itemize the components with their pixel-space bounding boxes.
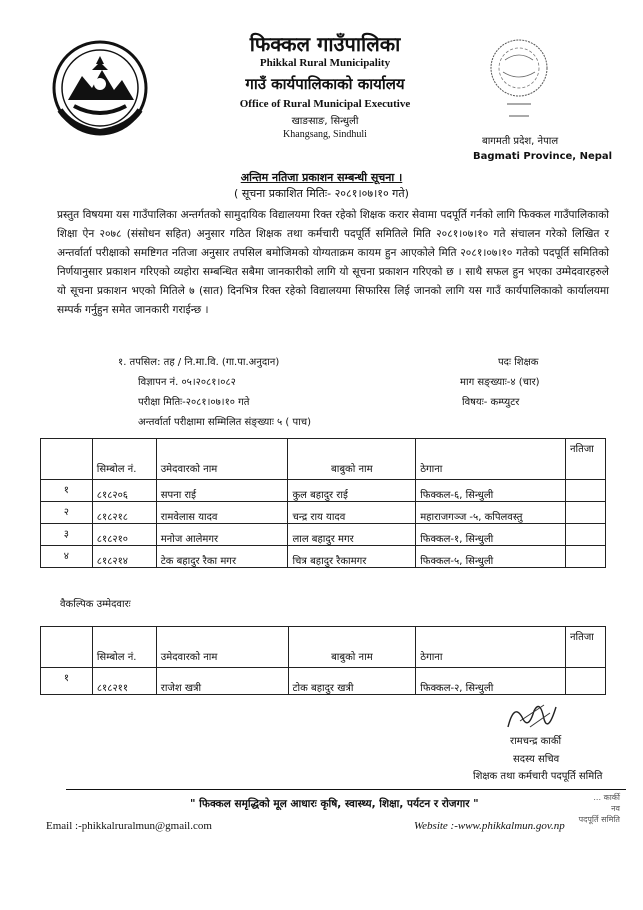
- header-address: ठेगाना: [416, 439, 566, 480]
- notice-body: प्रस्तुत विषयमा यस गाउँपालिका अन्तर्गतको सामुदायिक विद्यालयमा रिक्त रहेको शिक्षक करार सेवामा पदपूर्ति गर्नको लागि फिक्कल गाउँपालिकाको शिक्षा ऐन २०७८ (संसोधन सहित) अनुसार गठित शिक्षक तथा कर्मचारी पदपूर्ति समितिले मिति २०८१।०७।१० गते संचालन गरेको लिखित र अन्तर्वार्ता परीक्षाको समष्टिगत नतिजा अनुसार तपसिल बमोजिमको योग्यताक्रम कायम हुन आएकोले मिति २०८१।०७।१० गतेको पदपूर्ति समितिको निर्णयानुसार प्रकाशन गरिएको व्यहोरा सम्बन्धित सबैमा जानकारीको लागि यो सूचना प्रकाशन गरिएको छ । साथै सफल हुन भएका उम्मेदवारहरुले यो सूचना प्रकाशन भएको मितिले ७ (सात) दिनभित्र रिक्त रहेको विद्यालयमा सिफारिस लिई जानको लागि यस गाउँ कार्यपालिकाको कार्यालयमा सम्पर्क गर्नुहुन समेत जानकारी गराईन्छ ।: [57, 209, 609, 316]
- header-result: नतिजा: [566, 627, 606, 668]
- municipality-name-en: Phikkal Rural Municipality: [259, 57, 391, 69]
- header-name: उमेदवारको नाम: [156, 439, 288, 480]
- province-en: Bagmati Province, Nepal: [473, 151, 613, 162]
- office-name-np: गाउँ कार्यपालिकाको कार्यालय: [245, 75, 405, 93]
- detail-post: पदः शिक्षक: [498, 357, 539, 368]
- footer-website: Website :-www.phikkalmun.gov.np: [414, 820, 565, 832]
- signatory-committee: शिक्षक तथा कर्मचारी पदपूर्ति समिति: [473, 771, 603, 782]
- table-row: १ ८१८२११ राजेश खत्री टोक बहादुर खत्री फिक्कल-२, सिन्धुली: [41, 668, 606, 695]
- table-header-row: [41, 439, 606, 480]
- table-row: १ ८१८२०६ सपना राई कुल बहादुर राई फिक्कल-६, सिन्धुली: [41, 480, 606, 502]
- detail-interview-count: अन्तर्वार्ता परीक्षामा सम्मिलित संङ्ख्याः ५ ( पाच): [138, 417, 312, 428]
- header-symbol: सिम्बोल नं.: [92, 439, 156, 480]
- table-row: ४ ८१८२१४ टेक बहादुर रैका मगर चित्र बहादुर रैकामगर फिक्कल-५, सिन्धुली: [41, 546, 606, 568]
- address-np: खाङसाङ, सिन्धुली: [291, 116, 359, 127]
- detail-exam-date: परीक्षा मितिः-२०८१।०७।१० गते: [138, 397, 250, 408]
- signatory-role: सदस्य सचिव: [513, 754, 560, 765]
- table-header-row: [41, 627, 606, 668]
- header-result: नतिजा: [566, 439, 606, 480]
- footer-email: Email :-phikkalruralmun@gmail.com: [46, 820, 212, 832]
- header-father: बाबुको नाम: [288, 439, 416, 480]
- signature-icon: [500, 697, 562, 737]
- province-np: बागमती प्रदेश, नेपाल: [482, 136, 559, 147]
- detail-subject: विषयः- कम्प्युटर: [462, 397, 520, 408]
- municipality-logo-icon: [52, 40, 148, 136]
- table-row: ३ ८१८२१० मनोज आलेमगर लाल बहादुर मगर फिक्कल-१, सिन्धुली: [41, 524, 606, 546]
- footer-stamp-text: ... कार्की नव पदपूर्ति समिति: [578, 793, 620, 824]
- official-stamp-seal-icon: [485, 30, 553, 130]
- alternate-candidates-label: वैकल्पिक उम्मेदवारः: [60, 599, 131, 610]
- header-father: बाबुको नाम: [288, 627, 416, 668]
- detail-level: १. तपसिल: तह / नि.मा.वि. (गा.पा.अनुदान): [118, 357, 280, 368]
- detail-ad-number: विज्ञापन नं. ०५।२०८१।०८२: [138, 377, 236, 388]
- selected-candidates-table: [40, 438, 606, 568]
- address-en: Khangsang, Sindhuli: [283, 129, 367, 140]
- alternate-candidates-table: [40, 626, 606, 695]
- footer-divider: [66, 789, 626, 790]
- table-row: २ ८१८२१८ रामवेलास यादव चन्द्र राय यादव महाराजगञ्ज -५, कपिलवस्तु: [41, 502, 606, 524]
- header-address: ठेगाना: [416, 627, 566, 668]
- municipality-name-np: फिक्कल गाउँपालिका: [249, 32, 401, 56]
- detail-demand: माग सङ्ख्याः-४ (चार): [460, 377, 540, 388]
- office-name-en: Office of Rural Municipal Executive: [239, 98, 411, 110]
- header-name: उमेदवारको नाम: [156, 627, 288, 668]
- footer-slogan: " फिक्कल समृद्धिको मूल आधारः कृषि, स्वास्थ्य, शिक्षा, पर्यटन र रोजगार ": [190, 798, 479, 810]
- notice-published-date: ( सूचना प्रकाशित मितिः- २०८१।०७।१० गते): [234, 187, 409, 200]
- signatory-name: रामचन्द्र कार्की: [510, 736, 562, 747]
- header-symbol: सिम्बोल नं.: [92, 627, 156, 668]
- notice-title: अन्तिम नतिजा प्रकाशन सम्बन्धी सूचना ।: [240, 171, 403, 184]
